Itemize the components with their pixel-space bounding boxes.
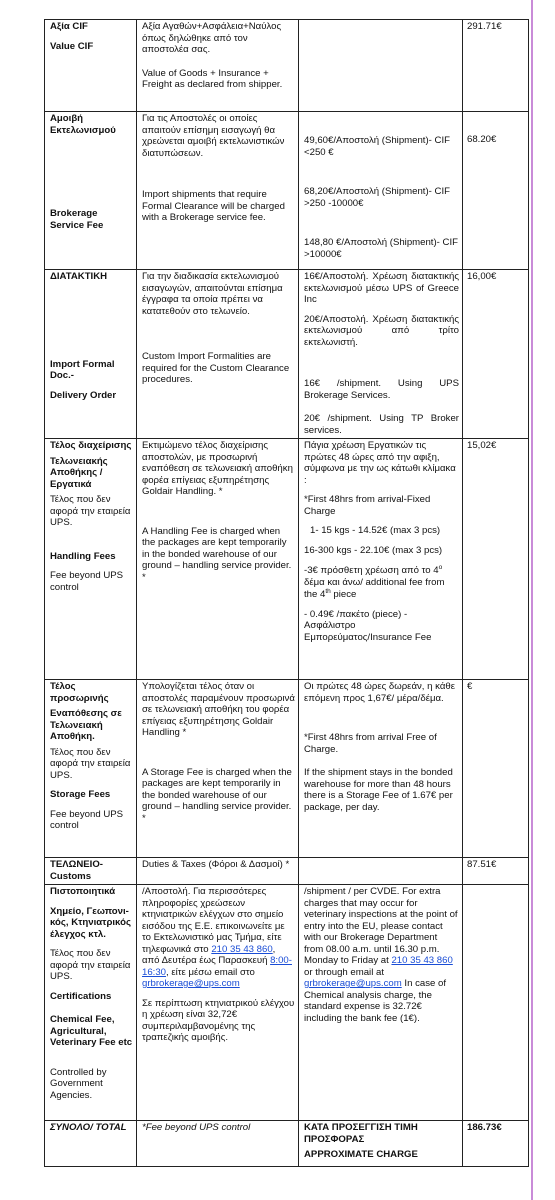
table-row-customs: [45, 858, 529, 885]
cert-note-gr: Τέλος που δεν αφορά την εταιρεία UPS.: [50, 948, 131, 982]
handling-rate-cell: [299, 439, 463, 680]
customs-label-en: Customs: [50, 870, 92, 882]
cert-rate-text: /shipment / per CVDE. For extra charges that may occur for veterinary inspections at the point of entry into the EU, please contact with our Brokerage Department from 08.00 a.m. until 16.30 p.m. Monday to Friday at: [304, 886, 458, 966]
cert-rate-post: In case of Chemical analysis charge, the standard expense is 32.72€ including the bank fee (1€).: [304, 978, 446, 1024]
handling-extra-sup2: th: [325, 588, 331, 596]
cif-desc-gr: Αξία Αγαθών+Ασφάλεια+Ναύλος όπως δηλώθηκε από τον αποστολέα σας.: [142, 21, 282, 55]
handling-note-en: Fee beyond UPS control: [50, 570, 124, 593]
table-row-delivery-order: [45, 270, 529, 439]
total-amount: 186.73€: [467, 1122, 502, 1133]
cert-rate-phone-link[interactable]: 210 35 43 860: [391, 955, 453, 966]
total-amount-cell: [463, 1121, 529, 1167]
cif-rate-cell: [299, 20, 463, 112]
handling-amount: 15,02€: [463, 439, 529, 680]
cert-desc-chem: Σε περίπτωση κτηνιατρικού ελέγχου η χρέωση είναι 32,72€ συμπεριλαμβανομένης της τραπεζικής αμοιβής.: [142, 997, 295, 1043]
delivery-desc-en: Custom Import Formalities are required for the Custom Clearance procedures.: [142, 351, 290, 385]
total-note: *Fee beyond UPS control: [142, 1122, 251, 1133]
storage-desc-cell: [137, 680, 299, 858]
handling-label-en: Handling Fees: [50, 550, 116, 562]
brokerage-rate-cell: [299, 112, 463, 270]
handling-label-gr2: Τελωνειακής Αποθήκης / Εργατικά: [50, 455, 108, 490]
total-approx-en: APPROXIMATE CHARGE: [304, 1149, 418, 1160]
storage-label-cell: [45, 680, 137, 858]
cert-amount-cell: [463, 885, 529, 1121]
cif-desc-en: Value of Goods + Insurance + Freight as declared from shipper.: [142, 67, 283, 90]
cert-desc: [142, 886, 295, 990]
customs-label-gr: ΤΕΛΩΝΕΙΟ-: [50, 859, 103, 870]
cert-desc-cell: [137, 885, 299, 1121]
storage-note-gr: Τέλος που δεν αφορά την εταιρεία UPS.: [50, 746, 131, 781]
total-label: ΣΥΝΟΛΟ/ TOTAL: [50, 1122, 127, 1133]
handling-insurance: - 0.49€ /πακέτο (piece) - Ασφάλιστρο Εμπορεύματος/Insurance Fee: [304, 608, 432, 643]
delivery-label-en1: Import Formal Doc.-: [50, 358, 115, 381]
brokerage-rate-2: 68,20€/Αποστολή (Shipment)- CIF >250 -10000€: [304, 186, 450, 209]
cert-desc-text: /Αποστολή. Για περισσότερες πληροφορίες χρεώσεων κτηνιατρικών ελέγχων στο σημείο εισόδου της Ε.Ε. επικοινωνείτε με το Εκτελωνιστικό μας Τμήμα, είτε τηλεφωνικά στο: [142, 886, 285, 955]
brokerage-label-cell: [45, 112, 137, 270]
cif-label-gr: Αξία CIF: [50, 21, 88, 32]
cert-rate-cell: [299, 885, 463, 1121]
cert-label-gr1: Πιστοποιητικά: [50, 886, 116, 897]
delivery-amount: 16,00€: [463, 270, 529, 439]
cif-amount: 291.71€: [463, 20, 529, 112]
total-approx-gr: ΚΑΤΑ ΠΡΟΣΕΓΓΙΣΗ ΤΙΜΗ ΠΡΟΣΦΟΡΑΣ: [304, 1122, 418, 1145]
handling-tier-2: 16-300 kgs - 22.10€ (max 3 pcs): [304, 544, 443, 556]
cert-email-link[interactable]: grbrokerage@ups.com: [142, 978, 240, 989]
cert-note-en: Controlled by Government Agencies.: [50, 1066, 107, 1101]
cert-label-gr2: Χημείο, Γεωπονι- κός, Κτηνιατρικός έλεγχος κτλ.: [50, 905, 131, 940]
cert-label-en2: Chemical Fee, Agricultural, Veterinary Fee etc: [50, 1014, 133, 1048]
cert-rate-mid: or through email at: [304, 966, 384, 978]
storage-label-gr2: Εναπόθεσης σε Τελωνειακή Αποθήκη.: [50, 708, 122, 742]
cif-label-en: Value CIF: [50, 40, 94, 52]
table-row-storage: [45, 680, 529, 858]
delivery-label-en2: Delivery Order: [50, 389, 117, 401]
cert-hours-link[interactable]: 8:00- 16:30: [142, 955, 292, 978]
cert-rate-email-link[interactable]: grbrokerage@ups.com: [304, 978, 402, 989]
customs-rate-cell: [299, 858, 463, 885]
total-note-cell: [137, 1121, 299, 1167]
cert-desc-mid: , από Δευτέρα έως Παρασκευή: [142, 943, 276, 966]
storage-amount: €: [463, 680, 529, 858]
brokerage-rate-1: 49,60€/Αποστολή (Shipment)- CIF <250 €: [304, 135, 450, 158]
storage-desc-gr: Υπολογίζεται τέλος όταν οι αποστολές παραμένουν προσωρινά σε τελωνειακή αποθήκη του φορέα επίγειας εξυπηρέτησης Goldair Handling *: [142, 681, 295, 738]
customs-desc-cell: [137, 858, 299, 885]
storage-rate-cell: [299, 680, 463, 858]
storage-rate-gr: Οι πρώτες 48 ώρες δωρεάν, η κάθε επόμενη προς 1,67€/ μέρα/δέμα.: [304, 681, 455, 704]
brokerage-label-gr: Αμοιβή Εκτελωνισμού: [50, 113, 116, 136]
table-row-brokerage: [45, 112, 529, 270]
total-approx-cell: [299, 1121, 463, 1167]
delivery-rate-2: 20€/Αποστολή. Χρέωση διατακτικής εκτελωνισμού από τρίτο εκτελωνιστή.: [304, 313, 459, 348]
cif-desc-cell: [137, 20, 299, 112]
storage-label-gr1: Τέλος προσωρινής: [50, 681, 109, 704]
brokerage-desc-cell: [137, 112, 299, 270]
table-row-cif: [45, 20, 529, 112]
delivery-rate-1: 16€/Αποστολή. Χρέωση διατακτικής εκτελωνισμού μέσω UPS of Greece Inc: [304, 271, 459, 305]
delivery-label-gr: ΔΙΑΤΑΚΤΙΚΗ: [50, 271, 108, 282]
cert-desc-mid2: , είτε μέσω email στο: [166, 966, 255, 978]
handling-extra-sup1: ο: [438, 564, 443, 571]
brokerage-desc-en: Import shipments that require Formal Clearance will be charged with a Brokerage service fee.: [142, 189, 285, 223]
customs-label-cell: [45, 858, 137, 885]
delivery-rate-4: 20€ /shipment. Using TP Broker services.: [304, 413, 459, 436]
handling-extra: [304, 564, 459, 601]
delivery-label-cell: [45, 270, 137, 439]
delivery-desc-cell: [137, 270, 299, 439]
storage-note-en: Fee beyond UPS control: [50, 808, 124, 831]
cert-rate: [304, 886, 459, 1024]
handling-extra-pre: -3€ πρόσθετη χρέωση από το 4: [304, 565, 439, 577]
delivery-rate-3: 16€ /shipment. Using UPS Brokerage Services.: [304, 378, 459, 401]
table-row-handling: [45, 439, 529, 680]
storage-desc-en: A Storage Fee is charged when the packages are kept temporarily in the bonded warehouse of our ground – handling service provider. *: [142, 766, 292, 824]
handling-desc-en: A Handling Fee is charged when the packages are kept temporarily in the bonded warehouse of our ground – handling service provider. *: [142, 525, 292, 583]
handling-label-cell: [45, 439, 137, 680]
handling-desc-gr: Εκτιμώμενο τέλος διαχείρισης αποστολών, με προσωρινή εναπόθεση σε τελωνειακή αποθήκη φορέα επίγειας εξυπηρέτησης Goldair Handling. *: [142, 440, 293, 497]
delivery-desc-gr: Για την διαδικασία εκτελωνισμού εισαγωγών, απαιτούνται επίσημα έγγραφα τα οποία πρέπει να κατατεθούν στο τελωνείο.: [142, 271, 283, 317]
cert-phone-link[interactable]: 210 35 43 860: [211, 943, 273, 955]
handling-rate-gr: Πάγια χρέωση Εργατικών τις πρώτες 48 ώρες από την αφιξη, σύμφωνα με την ως κάτωθι κλίμακα :: [304, 440, 456, 486]
handling-rate-en: *First 48hrs from arrival-Fixed Charge: [304, 494, 431, 517]
table-row-total: [45, 1121, 529, 1167]
handling-label-gr1: Τέλος διαχείρισης: [50, 440, 132, 451]
fee-table: [44, 19, 529, 1167]
storage-rate-en1: *First 48hrs from arrival Free of Charge.: [304, 732, 437, 755]
handling-desc-cell: [137, 439, 299, 680]
brokerage-label-en: Brokerage Service Fee: [50, 208, 104, 231]
customs-desc: Duties & Taxes (Φόροι & Δασμοί) *: [142, 859, 290, 870]
storage-label-en: Storage Fees: [50, 789, 111, 800]
handling-extra-mid: δέμα και άνω/ additional fee from the 4: [304, 576, 445, 601]
brokerage-rate-3: 148,80 €/Αποστολή (Shipment)- CIF >10000€: [304, 237, 458, 260]
table-row-certifications: [45, 885, 529, 1121]
brokerage-amount: 68.20€: [463, 112, 529, 270]
brokerage-desc-gr: Για τις Αποστολές οι οποίες απαιτούν επίσημη εισαγωγή θα χρεώνεται αμοιβή εκτελωνιστικών διατυπώσεων.: [142, 113, 285, 159]
cert-label-en1: Certifications: [50, 990, 112, 1002]
cert-label-cell: [45, 885, 137, 1121]
cif-label-cell: [45, 20, 137, 112]
total-label-cell: [45, 1121, 137, 1167]
handling-tier-1: 1- 15 kgs - 14.52€ (max 3 pcs): [310, 525, 441, 536]
handling-extra-post: piece: [330, 589, 357, 601]
handling-note-gr: Τέλος που δεν αφορά την εταιρεία UPS.: [50, 494, 131, 528]
customs-amount: 87.51€: [463, 858, 529, 885]
storage-rate-en2: If the shipment stays in the bonded warehouse for more than 48 hours there is a Storage Fee of 1.67€ per package, per day.: [304, 767, 453, 813]
delivery-rate-cell: [299, 270, 463, 439]
